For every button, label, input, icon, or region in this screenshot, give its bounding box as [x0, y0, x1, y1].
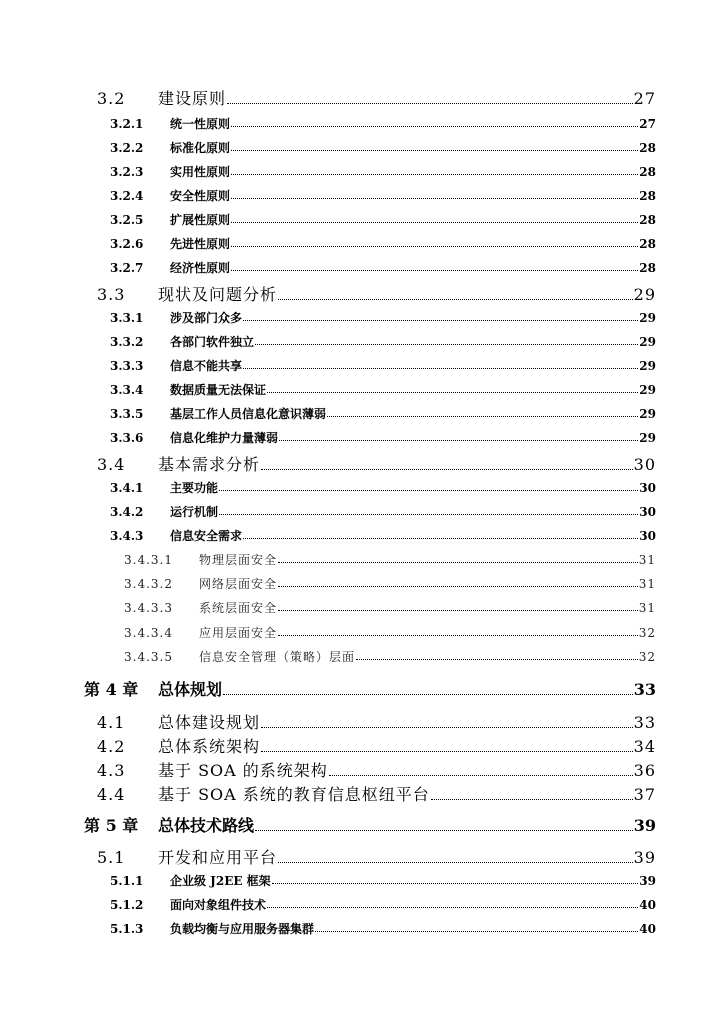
- entry-number: 3.3.6: [110, 431, 144, 445]
- entry-title: 总体建设规划: [158, 713, 261, 732]
- toc-entry-3-3-5[interactable]: [110, 405, 656, 422]
- entry-number: 3.3.1: [110, 311, 144, 325]
- entry-title: 安全性原则: [170, 189, 231, 203]
- dot-leader: [278, 635, 638, 636]
- toc-entry-3-2-2[interactable]: [110, 139, 656, 156]
- entry-page: 30: [639, 529, 656, 543]
- entry-page: 30: [639, 481, 656, 495]
- entry-title: 总体系统架构: [158, 737, 261, 756]
- entry-title: 统一性原则: [170, 117, 231, 131]
- toc-entry-3-3-6[interactable]: [110, 429, 656, 446]
- dot-leader: [231, 126, 638, 127]
- entry-number: 5.1.2: [110, 898, 144, 912]
- entry-page: 31: [638, 553, 656, 567]
- entry-title: 基本需求分析: [158, 455, 261, 474]
- entry-title: 建设原则: [158, 89, 227, 108]
- entry-title: 各部门软件独立: [170, 335, 255, 349]
- entry-title: 标准化原则: [170, 141, 231, 155]
- entry-title: 总体规划: [158, 680, 223, 699]
- toc-entry-3-4-3-4[interactable]: [124, 624, 656, 641]
- entry-number: 3.3.3: [110, 359, 144, 373]
- entry-number: 3.4.3.3: [124, 601, 173, 615]
- entry-page: 29: [633, 285, 656, 304]
- entry-page: 39: [639, 874, 656, 888]
- entry-page: 36: [633, 761, 656, 780]
- entry-page: 29: [639, 359, 656, 373]
- entry-title: 运行机制: [170, 505, 219, 519]
- toc-entry-3-4-2[interactable]: [110, 503, 656, 520]
- toc-entry-3-3-3[interactable]: [110, 357, 656, 374]
- dot-leader: [255, 344, 638, 345]
- entry-title: 总体技术路线: [158, 816, 255, 835]
- dot-leader: [278, 562, 638, 563]
- dot-leader: [231, 198, 638, 199]
- entry-number: 4.1: [97, 713, 126, 732]
- toc-entry-4-2[interactable]: [97, 734, 656, 757]
- toc-entry-3-2-1[interactable]: [110, 115, 656, 132]
- entry-number: 3.4.3.4: [124, 626, 173, 640]
- toc-entry-5-1-3[interactable]: [110, 920, 656, 937]
- entry-number: 3.3.4: [110, 383, 144, 397]
- dot-leader: [261, 469, 633, 470]
- dot-leader: [278, 299, 633, 300]
- entry-page: 32: [638, 650, 656, 664]
- entry-page: 34: [633, 737, 656, 756]
- toc-entry-4-1[interactable]: [97, 710, 656, 733]
- dot-leader: [278, 586, 638, 587]
- entry-title: 负载均衡与应用服务器集群: [170, 922, 315, 936]
- entry-page: 29: [639, 407, 656, 421]
- entry-page: 37: [633, 785, 656, 804]
- entry-title: 系统层面安全: [199, 601, 278, 615]
- entry-page: 39: [633, 816, 656, 835]
- toc-entry-3-3-1[interactable]: [110, 309, 656, 326]
- entry-title: 信息安全管理（策略）层面: [199, 650, 356, 664]
- entry-number: 第 4 章: [84, 680, 139, 699]
- entry-number: 3.4.3.5: [124, 650, 173, 664]
- entry-number: 3.2.7: [110, 261, 144, 275]
- dot-leader: [243, 368, 638, 369]
- entry-page: 32: [638, 626, 656, 640]
- entry-page: 29: [639, 335, 656, 349]
- entry-title: 企业级 J2EE 框架: [170, 874, 271, 888]
- toc-entry-3-4-3-1[interactable]: [124, 551, 656, 568]
- entry-page: 27: [639, 117, 656, 131]
- dot-leader: [327, 416, 638, 417]
- entry-number: 3.3: [97, 285, 126, 304]
- toc-entry-chapter-4[interactable]: [84, 677, 656, 700]
- entry-number: 3.4.3: [110, 529, 144, 543]
- entry-title: 实用性原则: [170, 165, 231, 179]
- entry-page: 28: [639, 189, 656, 203]
- entry-title: 主要功能: [170, 481, 219, 495]
- toc-entry-5-1-1[interactable]: [110, 872, 656, 889]
- toc-entry-4-4[interactable]: [97, 782, 656, 805]
- dot-leader: [329, 775, 633, 776]
- entry-number: 3.2.2: [110, 141, 144, 155]
- dot-leader: [219, 514, 638, 515]
- dot-leader: [267, 907, 638, 908]
- entry-title: 先进性原则: [170, 237, 231, 251]
- dot-leader: [356, 659, 638, 660]
- entry-page: 30: [639, 505, 656, 519]
- dot-leader: [231, 222, 638, 223]
- dot-leader: [267, 392, 638, 393]
- entry-page: 30: [633, 455, 656, 474]
- entry-page: 33: [633, 713, 656, 732]
- entry-page: 40: [639, 922, 656, 936]
- entry-page: 31: [638, 577, 656, 591]
- toc-entry-3-2-3[interactable]: [110, 163, 656, 180]
- entry-number: 3.4.3.2: [124, 577, 173, 591]
- entry-title: 基于 SOA 系统的教育信息枢纽平台: [158, 785, 430, 804]
- entry-number: 5.1.3: [110, 922, 144, 936]
- entry-title: 信息安全需求: [170, 529, 243, 543]
- entry-number: 3.4.2: [110, 505, 144, 519]
- dot-leader: [272, 883, 639, 884]
- toc-entry-3-2-6[interactable]: [110, 235, 656, 252]
- toc-entry-3-4-3[interactable]: [110, 527, 656, 544]
- entry-number: 3.3.2: [110, 335, 144, 349]
- entry-number: 5.1.1: [110, 874, 144, 888]
- entry-page: 29: [639, 383, 656, 397]
- entry-title: 现状及问题分析: [158, 285, 278, 304]
- dot-leader: [279, 440, 638, 441]
- entry-number: 3.4: [97, 455, 126, 474]
- entry-page: 27: [633, 89, 656, 108]
- dot-leader: [231, 246, 638, 247]
- dot-leader: [231, 174, 638, 175]
- entry-title: 面向对象组件技术: [170, 898, 267, 912]
- toc-entry-chapter-5[interactable]: [84, 813, 656, 836]
- entry-title: 网络层面安全: [199, 577, 278, 591]
- dot-leader: [431, 799, 633, 800]
- toc-entry-3-2-7[interactable]: [110, 259, 656, 276]
- entry-number: 5.1: [97, 848, 126, 867]
- entry-number: 3.2.3: [110, 165, 144, 179]
- entry-number: 3.3.5: [110, 407, 144, 421]
- dot-leader: [227, 103, 633, 104]
- entry-page: 33: [633, 680, 656, 699]
- dot-leader: [278, 610, 638, 611]
- entry-number: 3.4.3.1: [124, 553, 173, 567]
- entry-number: 4.2: [97, 737, 126, 756]
- toc-entry-4-3[interactable]: [97, 758, 656, 781]
- entry-page: 28: [639, 261, 656, 275]
- entry-title: 基层工作人员信息化意识薄弱: [170, 407, 327, 421]
- entry-page: 29: [639, 311, 656, 325]
- dot-leader: [315, 931, 638, 932]
- dot-leader: [261, 751, 633, 752]
- entry-number: 3.2: [97, 89, 126, 108]
- entry-page: 28: [639, 141, 656, 155]
- toc-entry-3-4-3-3[interactable]: [124, 599, 656, 616]
- entry-page: 39: [633, 848, 656, 867]
- dot-leader: [231, 150, 638, 151]
- dot-leader: [278, 862, 633, 863]
- entry-title: 应用层面安全: [199, 626, 278, 640]
- entry-title: 数据质量无法保证: [170, 383, 267, 397]
- entry-number: 3.2.6: [110, 237, 144, 251]
- toc-entry-3-3-2[interactable]: [110, 333, 656, 350]
- entry-number: 4.4: [97, 785, 126, 804]
- entry-page: 31: [638, 601, 656, 615]
- toc-entry-5-1[interactable]: [97, 845, 656, 868]
- entry-page: 28: [639, 213, 656, 227]
- entry-number: 3.2.1: [110, 117, 144, 131]
- entry-number: 第 5 章: [84, 816, 139, 835]
- toc-entry-3-2-5[interactable]: [110, 211, 656, 228]
- entry-title: 扩展性原则: [170, 213, 231, 227]
- toc-entry-3-2-4[interactable]: [110, 187, 656, 204]
- entry-number: 4.3: [97, 761, 126, 780]
- toc-entry-3-4-3-5[interactable]: [124, 648, 656, 665]
- entry-title: 物理层面安全: [199, 553, 278, 567]
- toc-entry-3-4[interactable]: [97, 452, 656, 475]
- dot-leader: [243, 320, 638, 321]
- dot-leader: [243, 538, 638, 539]
- entry-number: 3.2.4: [110, 189, 144, 203]
- entry-page: 29: [639, 431, 656, 445]
- entry-page: 28: [639, 237, 656, 251]
- toc-entry-3-3[interactable]: [97, 282, 656, 305]
- toc-entry-3-2[interactable]: [97, 86, 656, 109]
- entry-number: 3.2.5: [110, 213, 144, 227]
- dot-leader: [231, 270, 638, 271]
- toc-entry-3-4-3-2[interactable]: [124, 575, 656, 592]
- entry-title: 信息化维护力量薄弱: [170, 431, 279, 445]
- entry-number: 3.4.1: [110, 481, 144, 495]
- dot-leader: [223, 694, 633, 695]
- entry-title: 开发和应用平台: [158, 848, 278, 867]
- entry-title: 涉及部门众多: [170, 311, 243, 325]
- toc-entry-3-3-4[interactable]: [110, 381, 656, 398]
- entry-title: 信息不能共享: [170, 359, 243, 373]
- entry-page: 40: [639, 898, 656, 912]
- entry-title: 基于 SOA 的系统架构: [158, 761, 328, 780]
- dot-leader: [219, 490, 638, 491]
- entry-title: 经济性原则: [170, 261, 231, 275]
- toc-entry-5-1-2[interactable]: [110, 896, 656, 913]
- dot-leader: [255, 830, 633, 831]
- dot-leader: [261, 727, 633, 728]
- toc-entry-3-4-1[interactable]: [110, 479, 656, 496]
- entry-page: 28: [639, 165, 656, 179]
